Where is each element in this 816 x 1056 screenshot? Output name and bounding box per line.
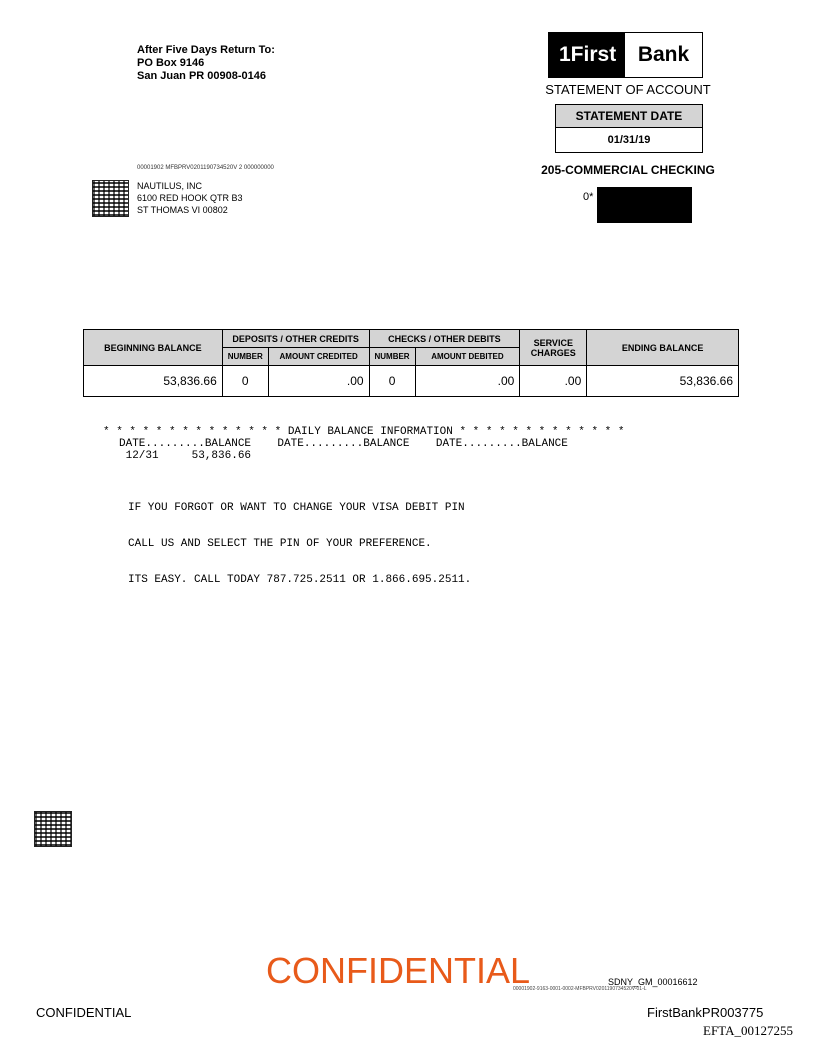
bates-number: FirstBankPR003775 bbox=[647, 1005, 764, 1020]
pin-message bbox=[128, 478, 471, 598]
cell-amount-credited: .00 bbox=[268, 366, 369, 397]
cell-ending-balance: 53,836.66 bbox=[587, 366, 739, 397]
statement-date-value: 01/31/19 bbox=[607, 134, 651, 146]
return-address-line3: San Juan PR 00908-0146 bbox=[137, 70, 267, 82]
header-amount-credited: AMOUNT CREDITED bbox=[268, 348, 369, 366]
header-service-charges: SERVICE CHARGES bbox=[520, 330, 587, 366]
header-beginning-balance: BEGINNING BALANCE bbox=[84, 330, 223, 366]
account-type: 205-COMMERCIAL CHECKING bbox=[541, 163, 715, 177]
confidential-footer: CONFIDENTIAL bbox=[36, 1005, 132, 1020]
header-amount-debited: AMOUNT DEBITED bbox=[415, 348, 520, 366]
logo-first: 1First bbox=[549, 33, 625, 77]
pin-message-line3: ITS EASY. CALL TODAY 787.725.2511 OR 1.866.695.2511. bbox=[128, 574, 472, 586]
cell-amount-debited: .00 bbox=[415, 366, 520, 397]
return-address-line1: After Five Days Return To: bbox=[137, 44, 275, 56]
cell-beginning-balance: 53,836.66 bbox=[84, 366, 223, 397]
pin-message-line2: CALL US AND SELECT THE PIN OF YOUR PREFERENCE. bbox=[128, 538, 432, 550]
logo-bank: Bank bbox=[637, 43, 690, 66]
account-number-prefix: 0* bbox=[583, 191, 594, 203]
bank-logo bbox=[548, 32, 703, 78]
cell-checks-number: 0 bbox=[369, 366, 415, 397]
pin-message-line1: IF YOU FORGOT OR WANT TO CHANGE YOUR VISA DEBIT PIN bbox=[128, 502, 465, 514]
addressee-street: 6100 RED HOOK QTR B3 bbox=[137, 193, 243, 203]
daily-balance-header: DATE.........BALANCE DATE.........BALANCE DATE.........BALANCE bbox=[119, 438, 568, 450]
cell-deposits-number: 0 bbox=[222, 366, 268, 397]
redaction-block bbox=[597, 187, 692, 223]
return-address bbox=[137, 44, 275, 83]
statement-date-label: STATEMENT DATE bbox=[556, 105, 702, 128]
header-checks: CHECKS / OTHER DEBITS bbox=[369, 330, 520, 348]
confidential-stamp: CONFIDENTIAL bbox=[266, 950, 531, 991]
daily-balance-row: 12/31 53,836.66 bbox=[119, 450, 252, 462]
small-code: 00001902-9163-0001-0002-MFBPRV0201190734520V-01-L bbox=[513, 986, 647, 992]
cell-service-charges: .00 bbox=[520, 366, 587, 397]
statement-title: STATEMENT OF ACCOUNT bbox=[545, 82, 711, 97]
header-ending-balance: ENDING BALANCE bbox=[587, 330, 739, 366]
daily-balance-banner: * * * * * * * * * * * * * * DAILY BALANCE INFORMATION * * * * * * * * * * * * * bbox=[103, 426, 625, 438]
balance-summary-table bbox=[83, 329, 739, 397]
addressee-name: NAUTILUS, INC bbox=[137, 181, 203, 191]
addressee-city: ST THOMAS VI 00802 bbox=[137, 205, 228, 215]
qr-code-icon bbox=[34, 811, 72, 847]
header-deposits-number: NUMBER bbox=[222, 348, 268, 366]
barcode-text: 00001902 MFBPRV0201190734520V 2 000000000 bbox=[137, 165, 274, 171]
return-address-line2: PO Box 9146 bbox=[137, 57, 205, 69]
efta-number: EFTA_00127255 bbox=[703, 1023, 793, 1038]
header-checks-number: NUMBER bbox=[369, 348, 415, 366]
mailing-address bbox=[137, 180, 243, 216]
statement-date-box bbox=[555, 104, 703, 153]
header-deposits: DEPOSITS / OTHER CREDITS bbox=[222, 330, 369, 348]
qr-code-icon bbox=[92, 180, 129, 217]
sdny-number: SDNY_GM_00016612 bbox=[608, 977, 698, 987]
